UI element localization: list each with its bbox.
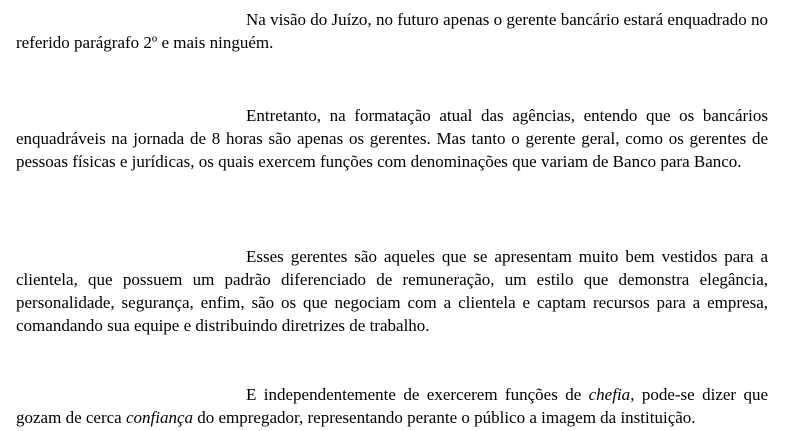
paragraph-3: Esses gerentes são aqueles que se apresentam muito bem vestidos para a clientela, que possuem um padrão diferenciado de remuneração, um estilo que demonstra elegância, personalidade, segurança, enfim, são os que negociam com a clientela e captam recursos para a empresa, comandando sua equipe e distribuindo diretrizes de trabalho. [16, 247, 768, 335]
paragraph-4 [16, 383, 768, 429]
paragraph-1: Na visão do Juízo, no futuro apenas o gerente bancário estará enquadrado no referido parágrafo 2º e mais ninguém. [16, 10, 768, 52]
paragraph-4-italic-chefia: chefia [588, 385, 631, 404]
paragraph-4-text-c: do empregador, representando perante o público a imagem da instituição. [193, 408, 696, 427]
paragraph-4-text-a: E independentemente de exercerem funções de [246, 385, 589, 404]
paragraph-2: Entretanto, na formatação atual das agências, entendo que os bancários enquadráveis na jornada de 8 horas são apenas os gerentes. Mas tanto o gerente geral, como os gerentes de pessoas físicas e jurídicas, os quais exercem funções com denominações que variam de Banco para Banco. [16, 106, 768, 171]
paragraph-4-italic-confianca: confiança [125, 408, 193, 427]
paragraph-4-text-b: , pode-se dizer que gozam de cerca [16, 385, 769, 427]
